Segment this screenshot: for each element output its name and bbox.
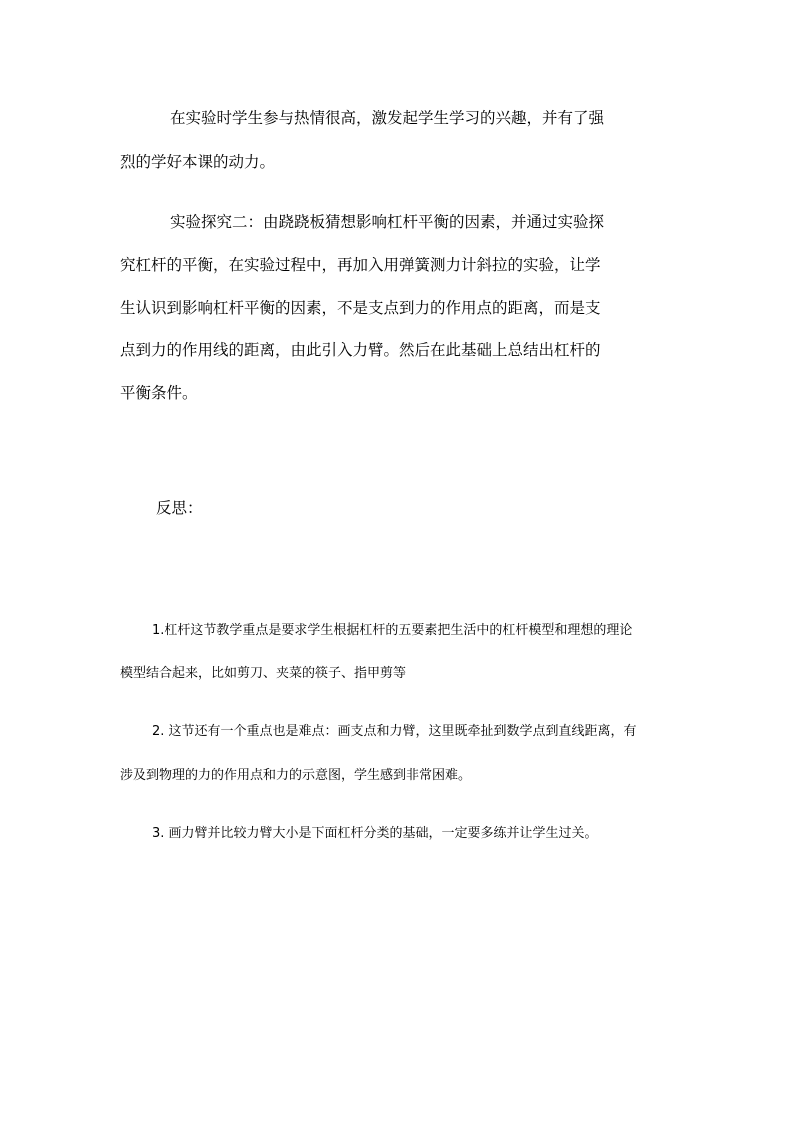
paragraph-line: 生认识到影响杠杆平衡的因素，不是支点到力的作用点的距离，而是支 bbox=[120, 299, 601, 317]
paragraph-line: 在实验时学生参与热情很高，激发起学生学习的兴趣，并有了强 bbox=[170, 109, 605, 127]
list-item-line: 2. 这节还有一个重点也是难点：画支点和力臂，这里既牵扯到数学点到直线距离，有 bbox=[152, 724, 637, 739]
paragraph-line: 究杠杆的平衡，在实验过程中，再加入用弹簧测力计斜拉的实验，让学 bbox=[120, 256, 601, 274]
list-item-line: 模型结合起来，比如剪刀、夹菜的筷子、指甲剪等 bbox=[120, 666, 407, 681]
list-item-line: 涉及到物理的力的作用点和力的示意图，学生感到非常困难。 bbox=[120, 768, 472, 783]
reflection-heading: 反思： bbox=[156, 499, 203, 517]
list-item-line: 1.杠杆这节教学重点是要求学生根据杠杆的五要素把生活中的杠杆模型和理想的理论 bbox=[152, 623, 633, 638]
paragraph-line: 实验探究二：由跷跷板猜想影响杠杆平衡的因素，并通过实验探 bbox=[170, 213, 605, 231]
paragraph-line: 平衡条件。 bbox=[120, 384, 198, 402]
paragraph-line: 点到力的作用线的距离，由此引入力臂。然后在此基础上总结出杠杆的 bbox=[120, 341, 601, 359]
list-item-line: 3. 画力臂并比较力臂大小是下面杠杆分类的基础，一定要多练并让学生过关。 bbox=[152, 826, 598, 841]
paragraph-line: 烈的学好本课的动力。 bbox=[120, 153, 276, 171]
